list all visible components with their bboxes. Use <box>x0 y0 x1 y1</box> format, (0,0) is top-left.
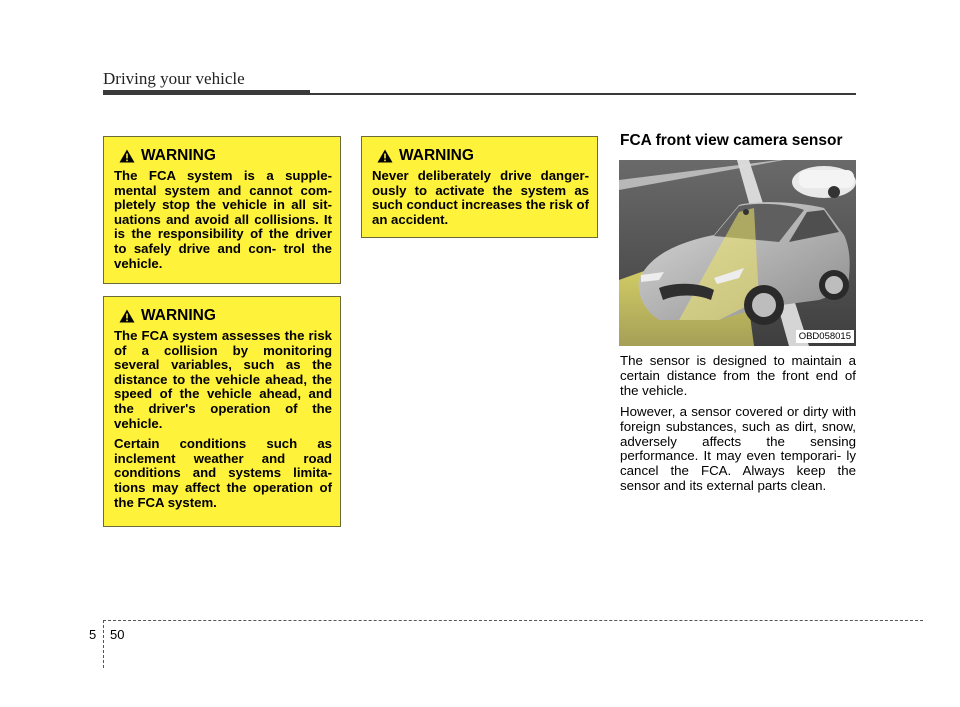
warning-text: The FCA system assesses the risk of a collision by monitoring several variables, such as the distance to the vehicle ahead, the speed of the vehicle ahead, and the driver's operation of the vehicle. <box>114 328 332 431</box>
warning-box-supplemental <box>103 136 341 284</box>
warning-heading <box>377 147 589 165</box>
warning-triangle-icon <box>119 149 135 163</box>
warning-heading-label: WARNING <box>399 147 474 164</box>
footer-divider <box>103 620 104 668</box>
header-rule-thick <box>103 90 310 95</box>
chapter-number: 5 <box>89 627 97 642</box>
camera-sensor-figure <box>619 160 856 346</box>
figure-code-label: OBD058015 <box>796 330 854 343</box>
header-rule-thin <box>310 93 856 95</box>
warning-triangle-icon <box>119 309 135 323</box>
footer-rule <box>103 620 923 621</box>
body-paragraph: However, a sensor covered or dirty with foreign substances, such as dirt, snow, adversely affects the sensing performance. It may even temporari- ly cancel the FCA. Always keep the sensor and its external parts clean. <box>620 404 856 493</box>
warning-heading-label: WARNING <box>141 147 216 164</box>
warning-text: The FCA system is a supple- mental system and cannot com- pletely stop the vehicle in all sit- uations and avoid all collisions. It is the responsibility of the driver to safely drive and con- trol the vehicle. <box>114 168 332 271</box>
warning-text: Certain conditions such as inclement weather and road conditions and systems limita- tions may affect the operation of the FCA system. <box>114 436 332 510</box>
page-number: 50 <box>110 627 125 642</box>
warning-box-risk-assessment <box>103 296 341 527</box>
body-paragraph: The sensor is designed to maintain a certain distance from the front end of the vehicle. <box>620 353 856 398</box>
warning-box-deliberate-driving <box>361 136 598 238</box>
car-illustration <box>619 160 856 346</box>
section-title: FCA front view camera sensor <box>620 132 843 149</box>
warning-triangle-icon <box>377 149 393 163</box>
warning-heading-label: WARNING <box>141 307 216 324</box>
warning-heading <box>119 147 332 165</box>
warning-text: Never deliberately drive danger- ously to activate the system as such conduct increases the risk of an accident. <box>372 168 589 227</box>
warning-heading <box>119 307 332 325</box>
page-header-title: Driving your vehicle <box>103 69 245 88</box>
